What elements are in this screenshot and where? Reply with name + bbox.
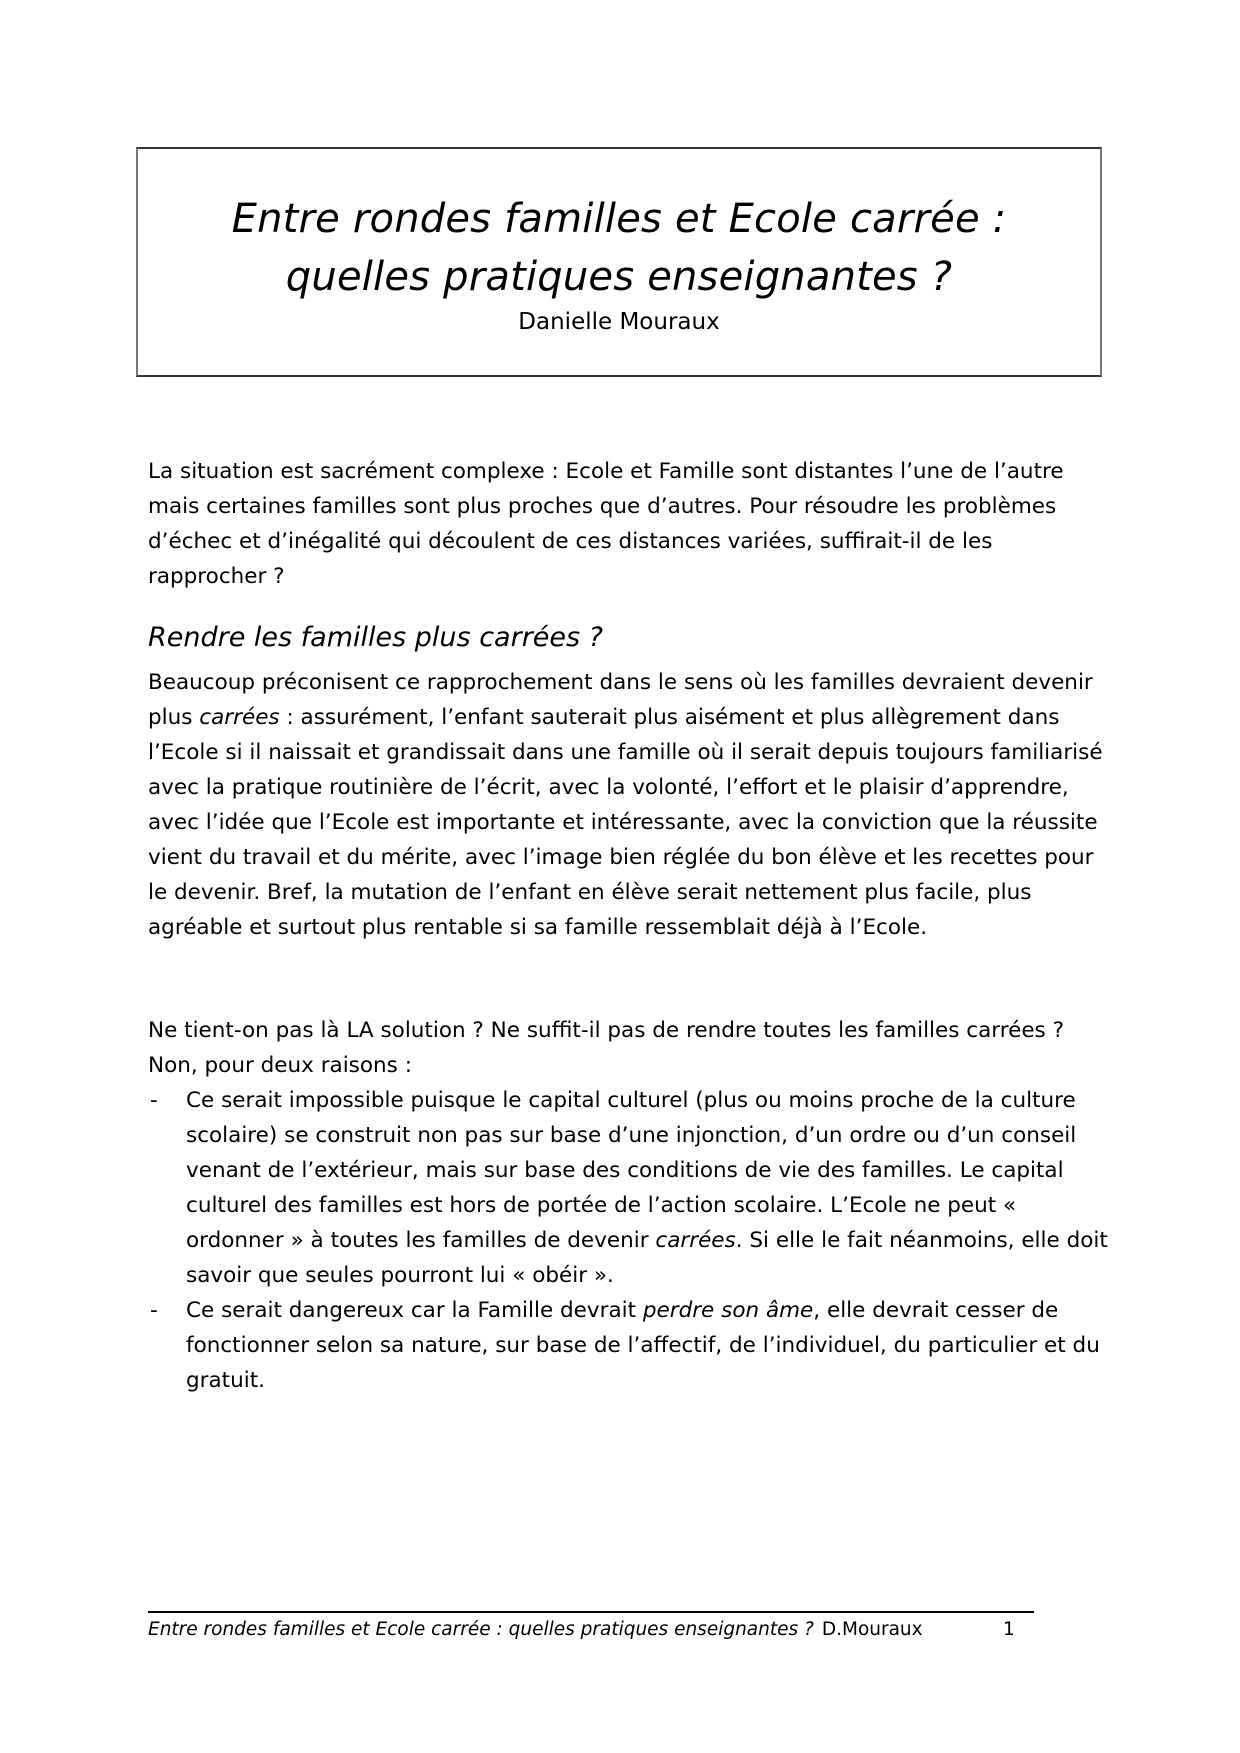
footer-title: Entre rondes familles et Ecole carrée : quelles pratiques enseignantes ? <box>148 1619 814 1640</box>
list-item <box>148 1083 1108 1293</box>
page-number: 1 <box>1003 1619 1015 1640</box>
list-item-text: Ce serait impossible puisque le capital culturel (plus ou moins proche de la culture scolaire) se construit non pas sur base d’une injonction, d’un ordre ou d’un conseil venant de l’extérieur, mais sur base des conditions de vie des familles. Le capital culturel des familles est hors de portée de l’action scolaire. L’Ecole ne peut « ordonner » à toutes les familles de devenir <box>186 1088 1077 1253</box>
list-item-text: Ce serait dangereux car la Famille devrait <box>186 1298 643 1323</box>
paragraph-text: Beaucoup préconisent ce rapprochement dans le sens où les familles devraient devenir plus <box>148 670 1093 730</box>
section-heading: Rendre les familles plus carrées ? <box>148 622 603 653</box>
paragraph-text: Ne tient-on pas là LA solution ? Ne suffit-il pas de rendre toutes les familles carrées ? Non, pour deux raisons : <box>148 1018 1065 1078</box>
intro-paragraph <box>148 454 1108 594</box>
document-author: Danielle Mouraux <box>518 309 720 335</box>
page-footer <box>148 1618 1015 1642</box>
section-paragraph-2 <box>148 1013 1108 1398</box>
title-box <box>136 147 1102 377</box>
section-paragraph-1 <box>148 665 1108 945</box>
footer-author: D.Mouraux <box>821 1619 923 1640</box>
document-title-line-1: Entre rondes familles et Ecole carrée : <box>231 196 1007 242</box>
paragraph-text: : assurément, l’enfant sauterait plus aisément et plus allègrement dans l’Ecole si il naissait et grandissait dans une famille où il serait depuis toujours familiarisé avec la pratique routinière de l’écrit, avec la volonté, l’effort et le plaisir d’apprendre, avec l’idée que l’Ecole est importante et intéressante, avec la conviction que la réussite vient du travail et du mérite, avec l’image bien réglée du bon élève et les recettes pour le devenir. Bref, la mutation de l’enfant en élève serait nettement plus facile, plus agréable et surtout plus rentable si sa famille ressemblait déjà à l’Ecole. <box>148 705 1103 940</box>
emphasis-text: carrées <box>655 1228 736 1253</box>
dash-bullet-icon: - <box>150 1088 158 1113</box>
intro-text: La situation est sacrément complexe : Ecole et Famille sont distantes l’une de l’autre mais certaines familles sont plus proches que d’autres. Pour résoudre les problèmes d’échec et d’inégalité qui découlent de ces distances variées, suffirait-il de les rapprocher ? <box>148 459 1064 589</box>
list-item <box>148 1293 1108 1398</box>
list-item-text: , elle devrait cesser de fonctionner selon sa nature, sur base de l’affectif, de l’individuel, du particulier et du gratuit. <box>186 1298 1100 1393</box>
emphasis-text: carrées <box>199 705 280 730</box>
dash-bullet-icon: - <box>150 1298 158 1323</box>
list-item-text: . Si elle le fait néanmoins, elle doit savoir que seules pourront lui « obéir ». <box>186 1228 1108 1288</box>
reasons-list <box>148 1083 1108 1398</box>
emphasis-text: perdre son âme <box>642 1298 814 1323</box>
footer-divider <box>148 1611 1034 1613</box>
document-title-line-2: quelles pratiques enseignantes ? <box>285 254 953 300</box>
